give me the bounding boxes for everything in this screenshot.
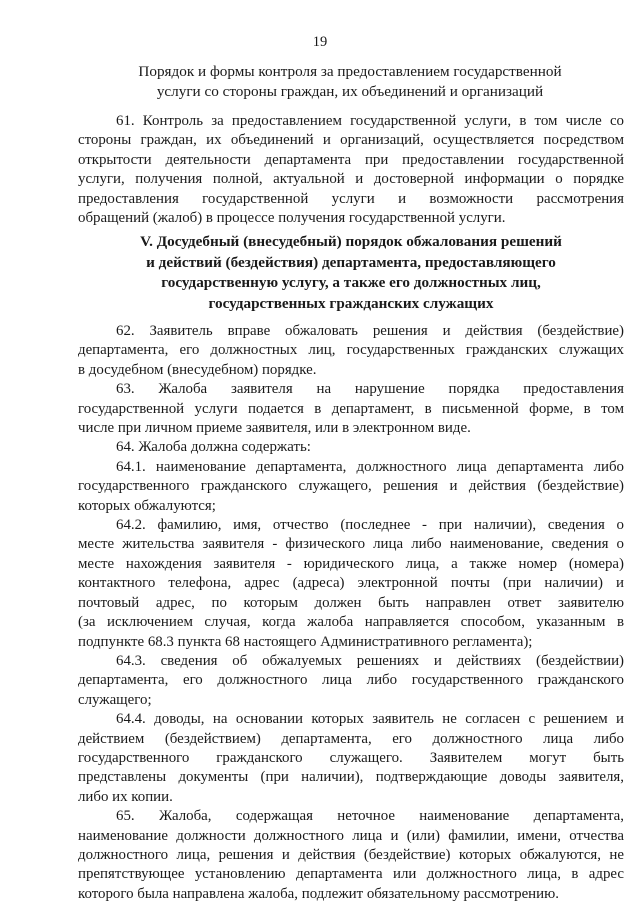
paragraph-line: стороны граждан, их объединений и организаций, осуществляется посредством: [78, 132, 624, 149]
paragraph-line: 62. Заявитель вправе обжаловать решения и действия (бездействие): [116, 323, 624, 339]
heading-section-line: V. Досудебный (внесудебный) порядок обжалования решений: [140, 233, 562, 250]
paragraph-line: числе при личном приеме заявителя, или в электронном виде.: [78, 420, 471, 437]
paragraph-line: контактного телефона, адрес (адреса) электронной почты (при наличии) и: [78, 575, 624, 592]
paragraph-line: в досудебном (внесудебном) порядке.: [78, 361, 317, 378]
paragraph-line: которого была направлена жалоба, подлежит обязательному рассмотрению.: [78, 885, 559, 902]
paragraph-63: [78, 380, 624, 438]
paragraph-64-3: [78, 652, 624, 710]
paragraph-line: почтовый адрес, по которым должен быть направлен ответ заявителю: [78, 594, 624, 611]
paragraph-line: 64.3. сведения об обжалуемых решениях и действиях (бездействии): [116, 652, 624, 669]
paragraph-line: подпункте 68.3 пункта 68 настоящего Административного регламента);: [78, 633, 533, 650]
heading-section-line: и действий (бездействия) департамента, предоставляющего: [146, 253, 556, 271]
paragraph-line: которых обжалуются;: [78, 497, 216, 514]
paragraph-65: [78, 807, 624, 904]
paragraph-64-2: [78, 516, 624, 652]
paragraph-line: наименование должности должностного лица и (или) фамилии, имени, отчества: [78, 827, 624, 844]
paragraph-line: 63. Жалоба заявителя на нарушение порядка предоставления: [116, 381, 624, 398]
paragraph-line: 64.2. фамилию, имя, отчество (последнее - при наличии), сведения о: [116, 517, 624, 534]
paragraph-line: 64.4. доводы, на основании которых заявитель не согласен с решением и: [116, 711, 624, 728]
paragraph-64: [78, 438, 624, 457]
paragraph-line: либо их копии.: [78, 788, 173, 805]
paragraph-line: должностного лица, решения и действия (бездействие) которых обжалуются, не: [78, 846, 624, 863]
heading-section-v: [78, 232, 624, 314]
paragraph-line: 65. Жалоба, содержащая неточное наименование департамента,: [116, 808, 624, 825]
paragraph-line: государственного гражданского служащего. Заявителем могут быть: [78, 749, 624, 766]
paragraph-line: государственной услуги подается в департамент, в письменной форме, в том: [78, 400, 624, 417]
paragraph-line: месте жительства заявителя - физического лица либо наименование, сведения о: [78, 536, 624, 553]
paragraph-61: [78, 112, 624, 228]
paragraph-line: препятствующее установлению департамента или должностного лица, в адрес: [78, 866, 624, 883]
paragraph-line: услуги, получения полной, актуальной и достоверной информации о порядке: [78, 171, 624, 188]
heading-control-line: Порядок и формы контроля за предоставлением государственной: [138, 63, 562, 80]
section-v-body: [78, 322, 624, 904]
paragraph-line: предоставления государственной услуги и возможности рассмотрения: [78, 190, 624, 207]
paragraph-line: открытости деятельности департамента при предоставлении государственной: [78, 151, 624, 168]
paragraph-line: месте нахождения заявителя - юридического лица, а также номер (номера): [78, 555, 624, 572]
paragraph-62: [78, 322, 624, 380]
heading-control-line: услуги со стороны граждан, их объединений и организаций: [156, 83, 544, 100]
paragraph-line: 61. Контроль за предоставлением государственной услуги, в том числе со: [116, 113, 624, 129]
paragraph-line: 64.1. наименование департамента, должностного лица департамента либо: [116, 458, 624, 475]
paragraph-line: государственного гражданского служащего, решения и действия (бездействие): [78, 478, 624, 495]
paragraph-line: служащего;: [78, 691, 152, 708]
heading-section-line: государственную услугу, а также его должностных лиц,: [161, 274, 541, 291]
paragraph-64-1: [78, 458, 624, 516]
paragraph-64-4: [78, 710, 624, 807]
paragraph-line: представлены документы (при наличии), подтверждающие доводы заявителя,: [78, 769, 624, 786]
heading-control: [70, 62, 630, 102]
paragraph-line: обращений (жалоб) в процессе получения государственной услуги.: [78, 210, 506, 227]
paragraph-line: 64. Жалоба должна содержать:: [116, 439, 311, 456]
paragraph-line: действием (бездействием) департамента, его должностного лица либо: [78, 730, 624, 747]
heading-section-line: государственных гражданских служащих: [208, 294, 494, 312]
paragraph-line: департамента, его должностного лица либо государственного гражданского: [78, 672, 624, 689]
paragraph-line: (за исключением случая, когда жалоба направляется способом, указанным в: [78, 614, 624, 631]
page-number: 19: [312, 34, 328, 50]
paragraph-line: департамента, его должностных лиц, государственных гражданских служащих: [78, 342, 624, 359]
